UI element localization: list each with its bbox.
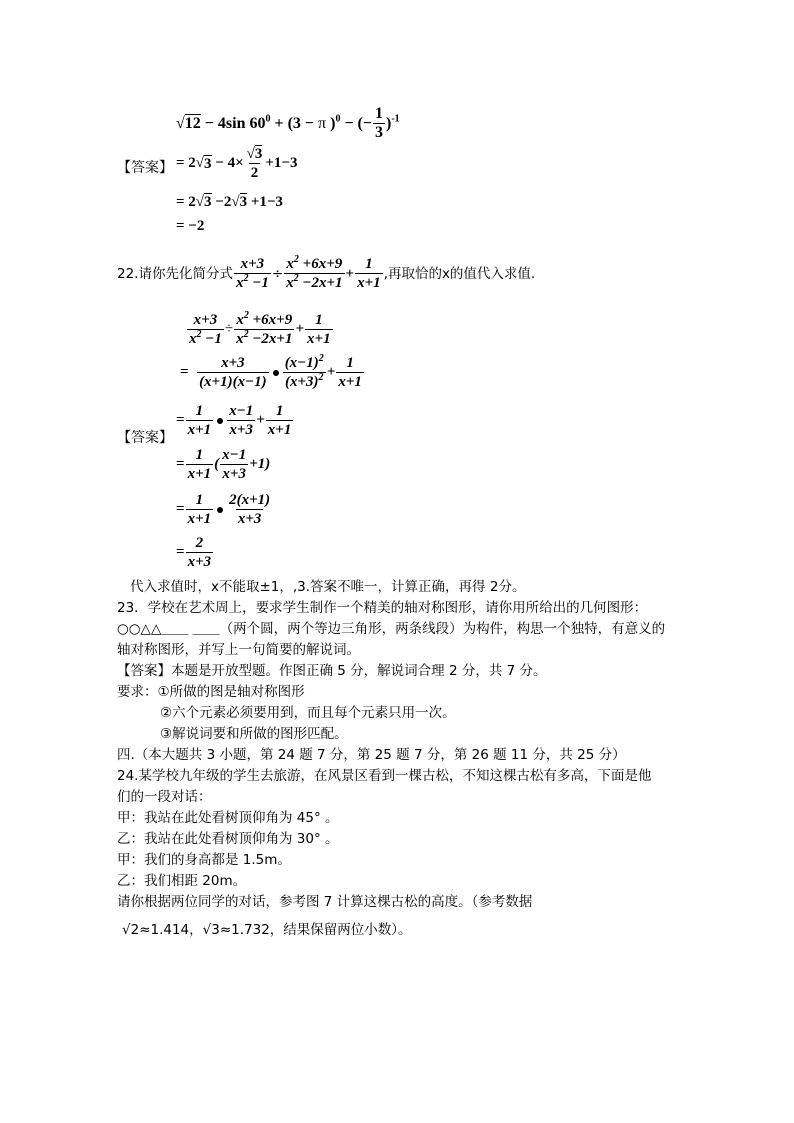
q22-suffix: ,再取恰的x的值代入求值. [383, 265, 536, 282]
q23-requirement-2: ②六个元素必须要用到，而且每个元素只用一次。 [160, 705, 456, 721]
q21-expression: √12 − 4sin $60^0 + (3$ − π )$^0$ − (− $\frac{1}{3}$ )$^{-1}$ [176, 105, 400, 141]
q21-step-2: = 2√3 −2√3 +1−3 [176, 194, 283, 210]
q23-requirement-3: ③解说词要和所做的图形匹配。 [160, 726, 348, 742]
q22-step-3: = $\frac{1}{x+1}$ ( $\frac{x-1}{x+3}$ +1) [176, 447, 271, 482]
q24-reference-data: √2≈1.414，√3≈1.732，结果保留两位小数）。 [122, 922, 412, 938]
requirement-text: ①所做的图是轴对称图形 [157, 684, 305, 700]
q21-step-1: = 2√ 3 − 4× $\frac{√3}{2}$ +1−3 [176, 146, 298, 181]
q24-dialogue-1: 甲：我站在此处看树顶仰角为 45° 。 [117, 810, 339, 826]
requirements-label: 要求： [117, 684, 158, 700]
q23-line-1: 23．学校在艺术周上，要求学生制作一个精美的轴对称图形，请你用所给出的几何图形： [117, 600, 648, 616]
q22-answer-label: 【答案】 [117, 430, 173, 446]
q24-line-2: 们的一段对话： [117, 789, 212, 805]
q22-step-5: = $\frac{2}{x+3}$ [176, 535, 212, 570]
q24-dialogue-3: 甲：我们的身高都是 1.5m。 [117, 852, 291, 868]
q21-step-3: = −2 [176, 218, 205, 234]
q23-requirement-1 [117, 682, 305, 702]
q21-answer-label: 【答案】 [117, 160, 173, 176]
q24-dialogue-4: 乙：我们相距 20m。 [117, 873, 247, 889]
q24-line-1: 24.某学校九年级的学生去旅游，在风景区看到一棵古松，不知这棵古松有多高，下面是他 [117, 768, 652, 784]
q22-prefix: 22.请你先化简分式 [117, 265, 233, 282]
q23-line-2: ○○△△＿＿ ＿＿（两个圆，两个等边三角形，两条线段）为构件，构思一个独特，有意义的 [117, 621, 666, 637]
q22-step-4: = $\frac{1}{x+1}$ $\frac{2(x+1)}{x+3}$ [176, 492, 271, 527]
q22-question: 22.请你先化简分式 $\frac{x+3}{x^2 -1}$ ÷ $\frac{x^2 +6x+9}{x^2 -2x+1}$ + $\frac{1}{x+1}$ ,再取恰的x的值代入求值. [117, 254, 536, 291]
q22-step-2: = $\frac{1}{x+1}$ $\frac{x-1}{x+3}$ + $\frac{1}{x+1}$ [176, 403, 292, 438]
section-4-heading: 四.（本大题共 3 小题，第 24 题 7 分，第 25 题 7 分，第 26 题 11 分，共 25 分） [117, 747, 626, 763]
q24-dialogue-2: 乙：我站在此处看树顶仰角为 30° 。 [117, 831, 339, 847]
q24-instruction: 请你根据两位同学的对话，参考图 7 计算这棵古松的高度。（参考数据 [117, 894, 533, 910]
q23-line-3: 轴对称图形，并写上一句简要的解说词。 [117, 642, 360, 658]
q22-step-1: = $\frac{x+3}{(x+1)(x-1)}$ $\frac{(x-1)^2}{(x+3)^2}$ + $\frac{1}{x+1}$ [180, 353, 362, 390]
q23-answer: 【答案】本题是开放型题。作图正确 5 分，解说词合理 2 分，共 7 分。 [117, 663, 547, 679]
q22-step-0: $\frac{x+3}{x^2 -1}$ ÷ $\frac{x^2 +6x+9}{x^2 -2x+1}$ + $\frac{1}{x+1}$ [189, 310, 331, 347]
q22-note: 代入求值时，x不能取±1，,3.答案不唯一，计算正确，再得 2分。 [130, 579, 526, 595]
